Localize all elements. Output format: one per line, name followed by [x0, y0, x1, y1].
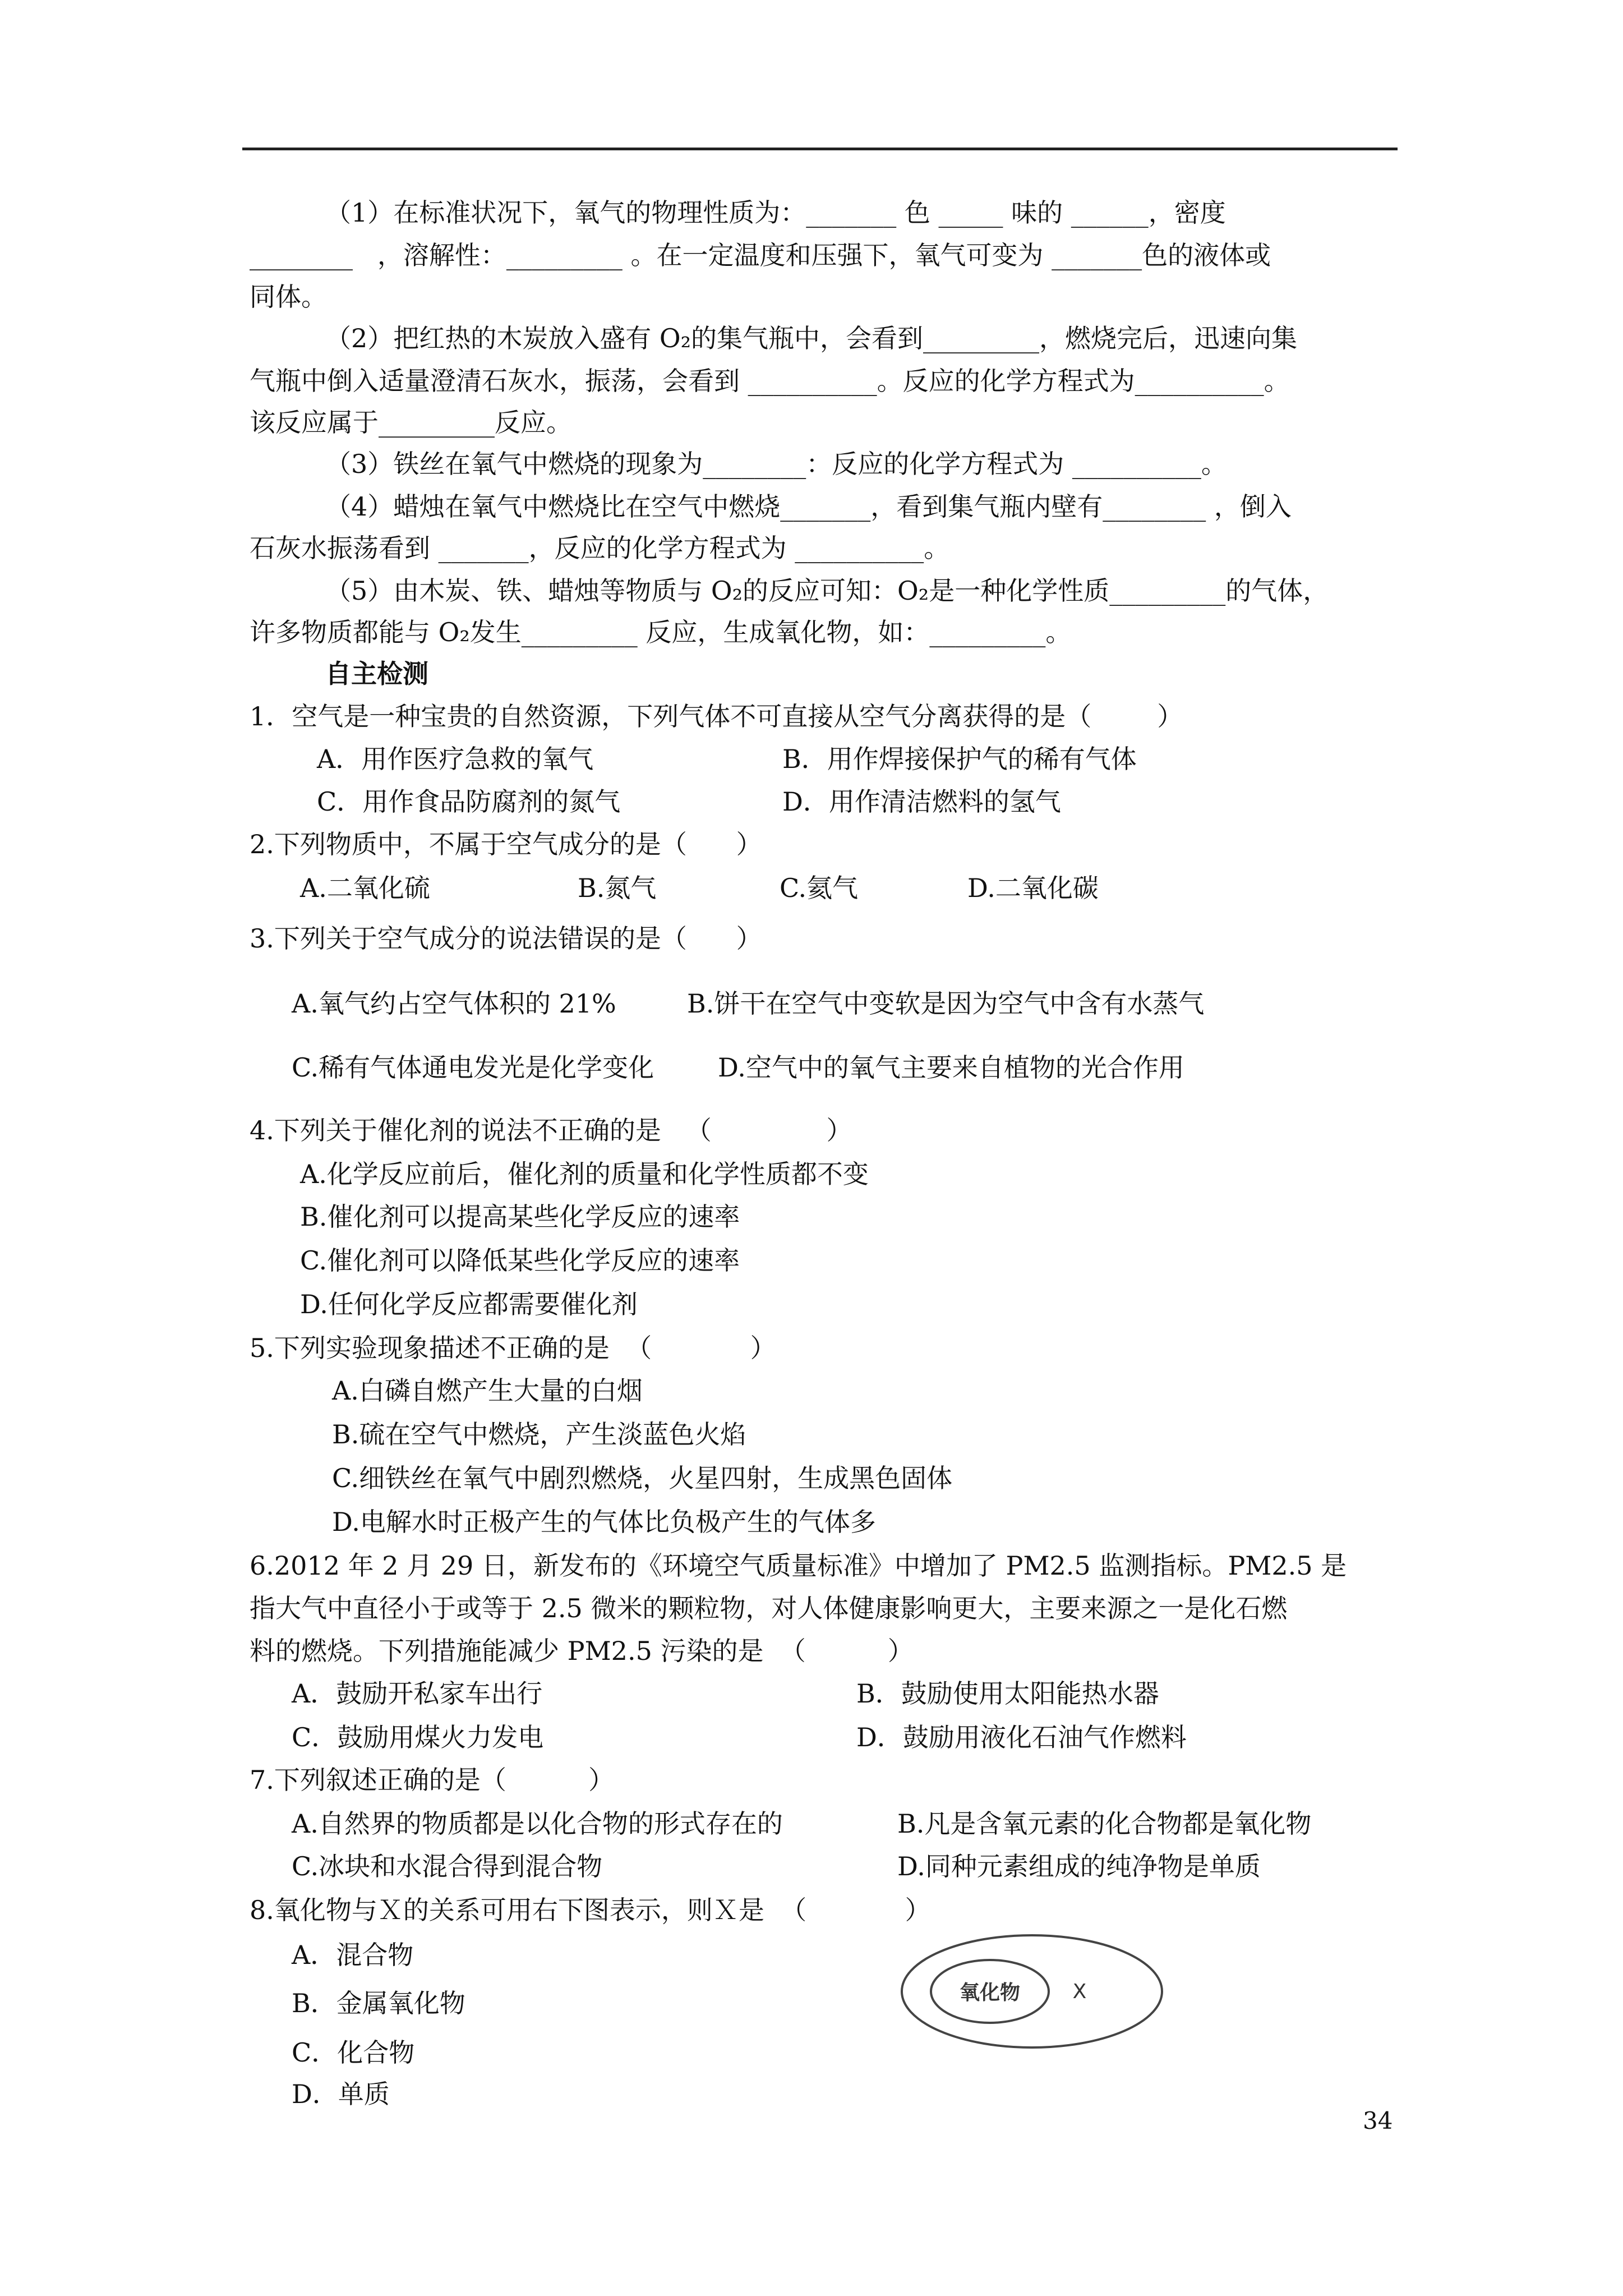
- q7-option-b: B.凡是含氧元素的化合物都是氧化物: [897, 1809, 1312, 1839]
- q2-option-a: A.二氧化硫: [300, 873, 430, 903]
- q8-stem: 8.氧化物与Ｘ的关系可用右下图表示，则Ｘ是 （ ）: [250, 1895, 931, 1925]
- fill-line-2: ________ ，溶解性：_________ 。在一定温度和压强下，氧气可变为 _______色的液体或: [250, 240, 1271, 270]
- q4-option-a: A.化学反应前后，催化剂的质量和化学性质都不变: [300, 1159, 869, 1189]
- q6-stem-line-1: 6.2012 年 2 月 29 日，新发布的《环境空气质量标准》中增加了 PM2.5 监测指标。PM2.5 是: [250, 1550, 1347, 1581]
- fill-line-11: 许多物质都能与 O₂发生_________ 反应，生成氧化物，如：_________。: [250, 617, 1072, 647]
- header-rule: [242, 148, 1398, 150]
- fill-line-1: （1）在标准状况下，氧气的物理性质为：_______ 色 _____ 味的 ______，密度: [325, 197, 1226, 228]
- outer-label: X: [1072, 1980, 1087, 2003]
- fill-line-7: （3）铁丝在氧气中燃烧的现象为________：反应的化学方程式为 __________。: [325, 449, 1227, 479]
- q6-stem-line-2: 指大气中直径小于或等于 2.5 微米的颗粒物，对人体健康影响更大，主要来源之一是化石燃: [250, 1593, 1288, 1623]
- q1-stem: 1．空气是一种宝贵的自然资源，下列气体不可直接从空气分离获得的是（ ）: [250, 701, 1183, 731]
- q1-option-a: A．用作医疗急救的氧气: [317, 744, 594, 774]
- q3-option-d: D.空气中的氧气主要来自植物的光合作用: [718, 1052, 1184, 1083]
- fill-line-3: 同体。: [250, 282, 327, 312]
- q4-option-d: D.任何化学反应都需要催化剂: [300, 1289, 638, 1319]
- q6-option-c: C．鼓励用煤火力发电: [292, 1722, 544, 1752]
- q8-option-b: B．金属氧化物: [292, 1988, 465, 2018]
- fill-line-9: 石灰水振荡看到 _______，反应的化学方程式为 __________。: [250, 533, 950, 563]
- q2-option-d: D.二氧化碳: [967, 873, 1099, 903]
- q8-option-d: D．单质: [292, 2079, 390, 2109]
- q5-option-b: B.硫在空气中燃烧，产生淡蓝色火焰: [332, 1419, 746, 1450]
- q7-option-a: A.自然界的物质都是以化合物的形式存在的: [292, 1809, 783, 1839]
- q6-stem-line-3: 料的燃烧。下列措施能减少 PM2.5 污染的是 （ ）: [250, 1636, 914, 1666]
- q2-option-b: B.氮气: [578, 873, 657, 903]
- q5-option-d: D.电解水时正极产生的气体比负极产生的气体多: [332, 1507, 876, 1537]
- q6-option-b: B．鼓励使用太阳能热水器: [856, 1678, 1159, 1709]
- section-title: 自主检测: [325, 659, 428, 689]
- fill-line-4: （2）把红热的木炭放入盛有 O₂的集气瓶中，会看到_________，燃烧完后，迅速向集: [325, 323, 1298, 353]
- q3-option-a: A.氧气约占空气体积的 21%: [292, 988, 616, 1019]
- q8-option-c: C．化合物: [292, 2037, 415, 2068]
- fill-line-10: （5）由木炭、铁、蜡烛等物质与 O₂的反应可知：O₂是一种化学性质_________的气体，: [325, 576, 1329, 606]
- inner-label: 氧化物: [959, 1981, 1021, 2004]
- q1-option-c: C．用作食品防腐剂的氮气: [317, 786, 621, 817]
- q3-stem: 3.下列关于空气成分的说法错误的是（ ）: [250, 923, 762, 954]
- q5-option-a: A.白磷自燃产生大量的白烟: [332, 1375, 643, 1406]
- q3-option-c: C.稀有气体通电发光是化学变化: [292, 1052, 654, 1083]
- page-number: 34: [1363, 2107, 1393, 2134]
- q7-option-d: D.同种元素组成的纯净物是单质: [897, 1851, 1261, 1881]
- q2-option-c: C.氦气: [780, 873, 859, 903]
- fill-line-8: （4）蜡烛在氧气中燃烧比在空气中燃烧_______，看到集气瓶内壁有________ ，倒入: [325, 491, 1292, 522]
- q6-option-a: A．鼓励开私家车出行: [292, 1678, 543, 1709]
- q6-option-d: D．鼓励用液化石油气作燃料: [856, 1722, 1187, 1752]
- q8-option-a: A．混合物: [292, 1940, 414, 1970]
- fill-line-6: 该反应属于_________反应。: [250, 407, 572, 438]
- fill-line-5: 气瓶中倒入适量澄清石灰水，振荡，会看到 __________。反应的化学方程式为__________。: [250, 366, 1290, 396]
- q4-option-c: C.催化剂可以降低某些化学反应的速率: [300, 1245, 740, 1276]
- q4-stem: 4.下列关于催化剂的说法不正确的是 （ ）: [250, 1115, 852, 1145]
- outer-ellipse-x: [902, 1935, 1162, 2047]
- q1-option-b: B．用作焊接保护气的稀有气体: [782, 744, 1137, 774]
- oxide-x-diagram: [897, 1930, 1178, 2053]
- q2-stem: 2.下列物质中，不属于空气成分的是（ ）: [250, 829, 762, 859]
- q5-option-c: C.细铁丝在氧气中剧烈燃烧，火星四射，生成黑色固体: [332, 1463, 953, 1493]
- q1-option-d: D．用作清洁燃料的氢气: [782, 786, 1061, 817]
- q7-stem: 7.下列叙述正确的是（ ）: [250, 1765, 615, 1795]
- q4-option-b: B.催化剂可以提高某些化学反应的速率: [300, 1202, 740, 1232]
- q7-option-c: C.冰块和水混合得到混合物: [292, 1851, 603, 1881]
- q5-stem: 5.下列实验现象描述不正确的是 （ ）: [250, 1333, 776, 1363]
- q3-option-b: B.饼干在空气中变软是因为空气中含有水蒸气: [687, 988, 1205, 1019]
